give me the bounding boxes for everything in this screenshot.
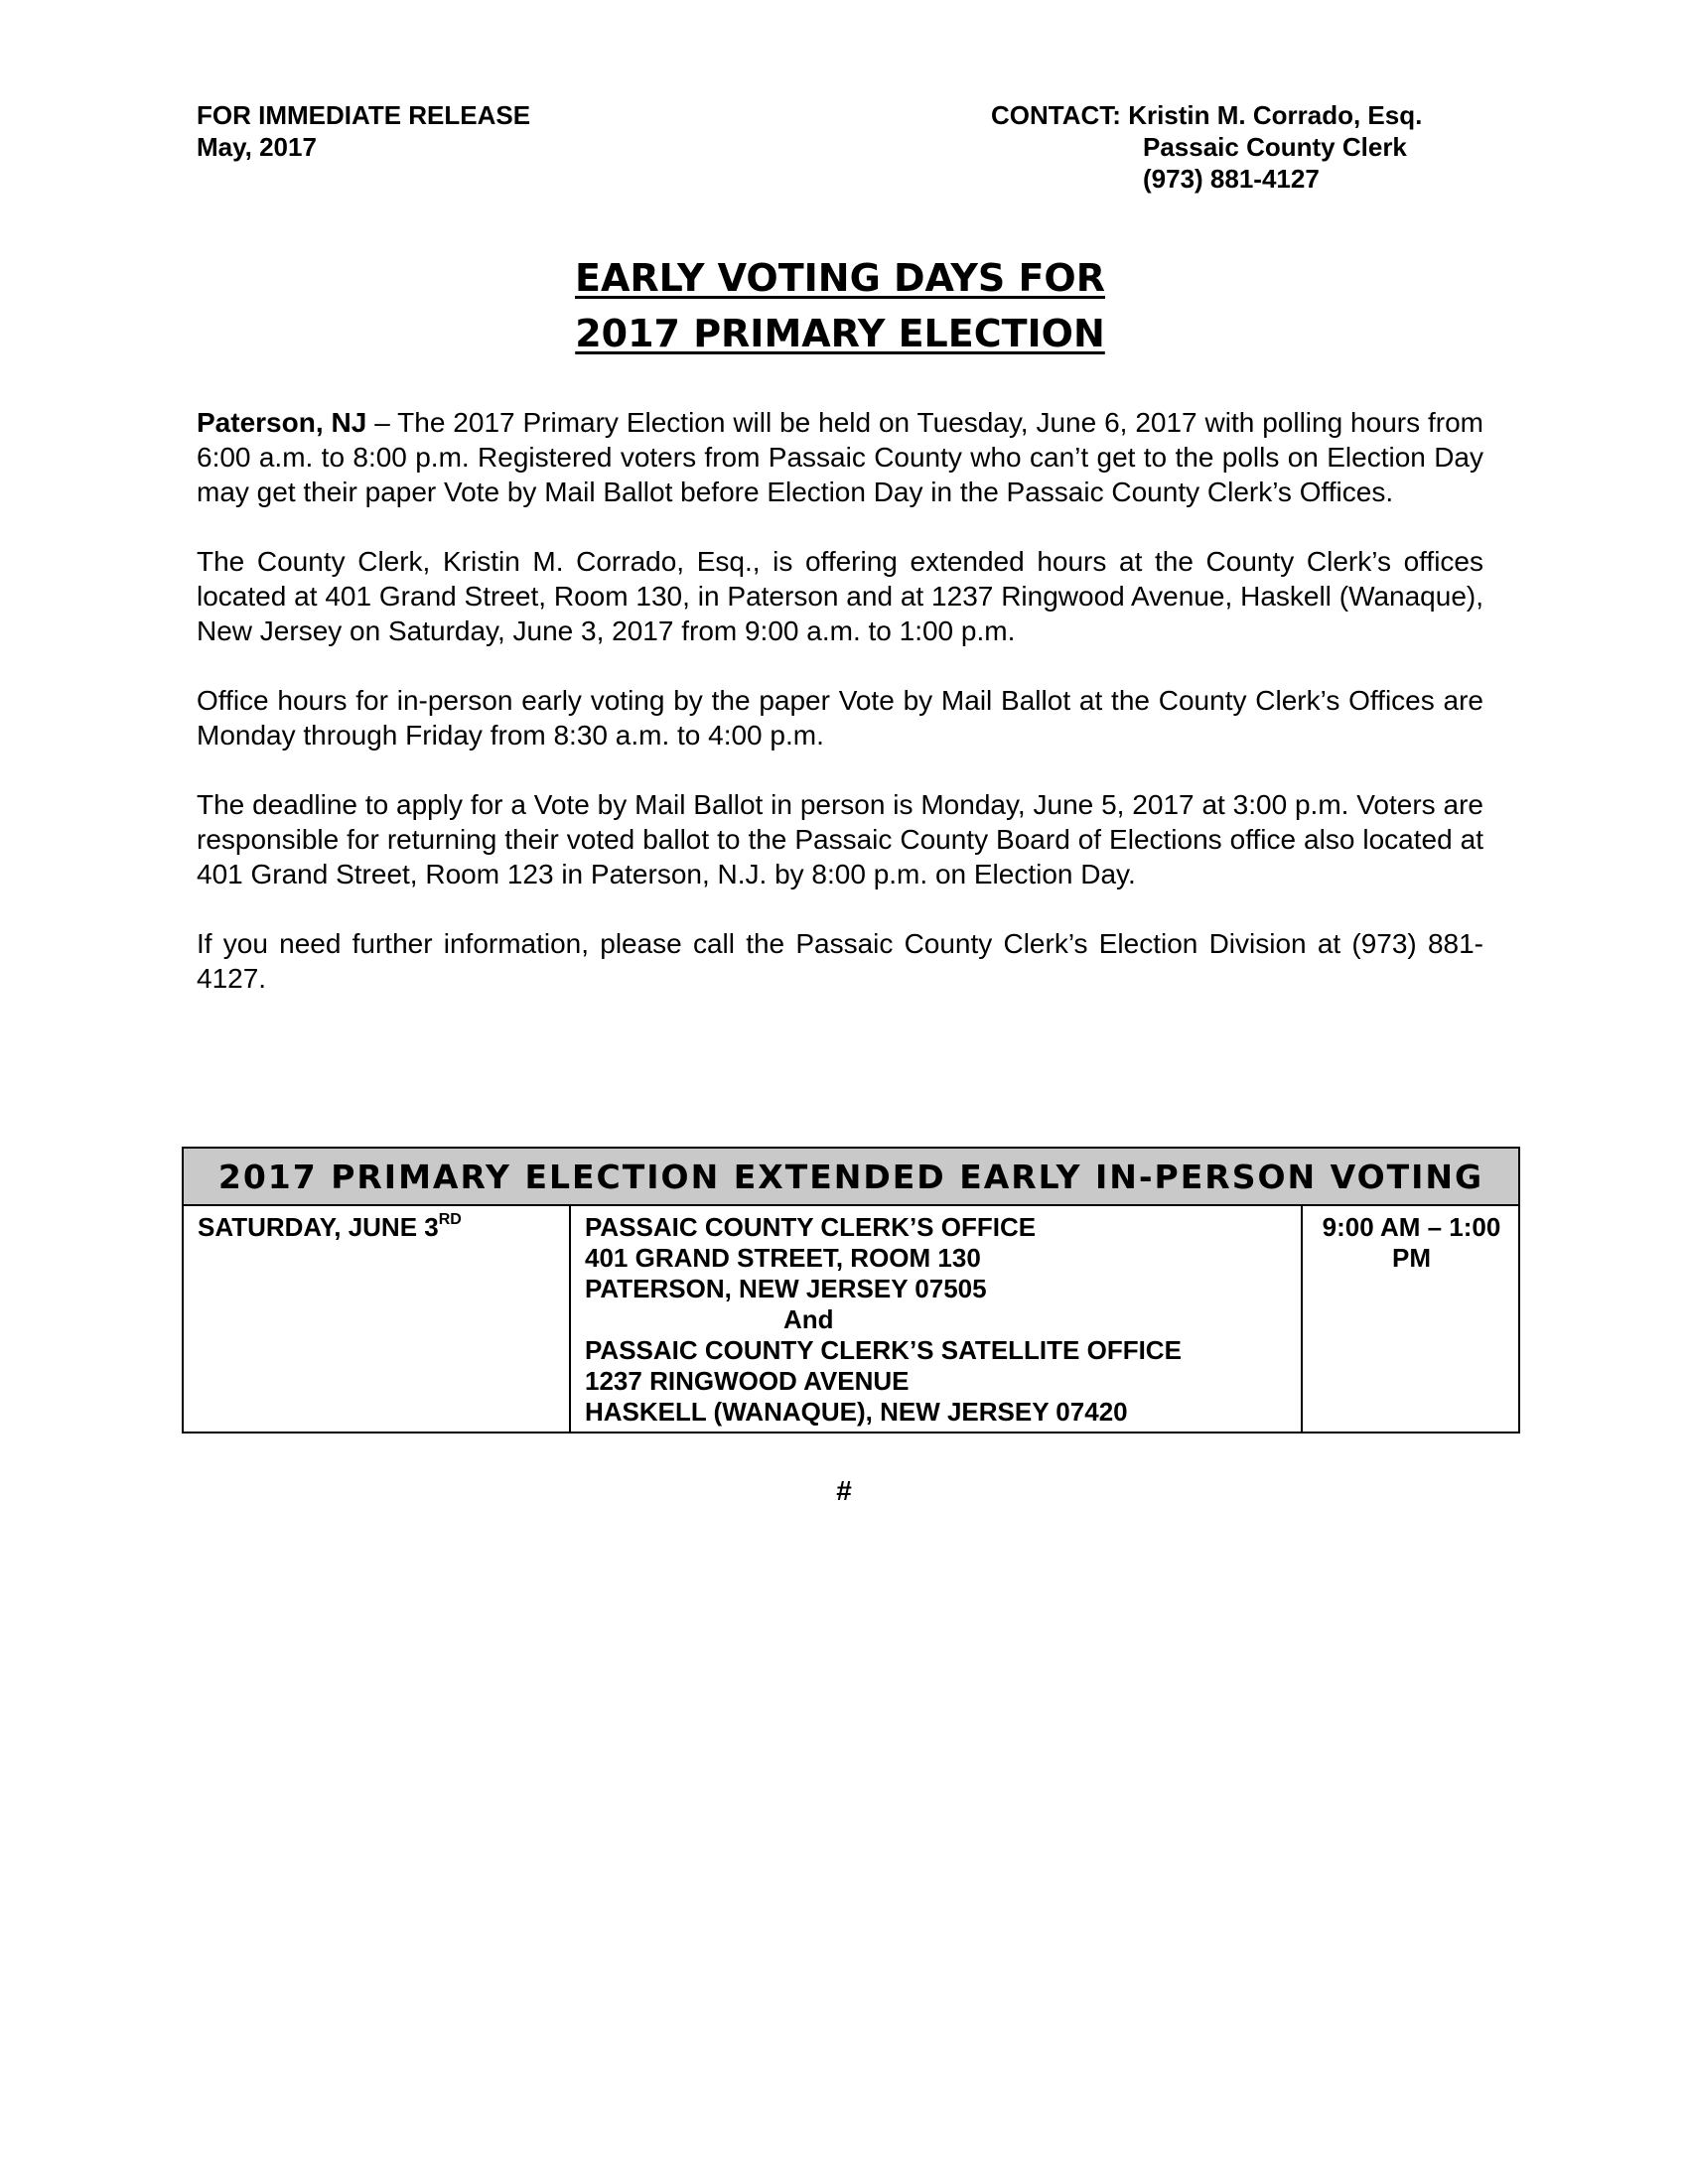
contact-label: CONTACT:: [991, 100, 1121, 130]
contact-phone: (973) 881-4127: [1143, 164, 1320, 194]
table-heading: 2017 PRIMARY ELECTION EXTENDED EARLY IN-PERSON VOTING: [183, 1148, 1519, 1205]
location-line: 1237 RINGWOOD AVENUE: [585, 1366, 910, 1396]
paragraph-1: [197, 405, 1483, 509]
press-release-body: [197, 405, 1483, 1030]
contact-line: [991, 99, 1422, 131]
time-cell: [1302, 1205, 1519, 1433]
location-line: PASSAIC COUNTY CLERK’S SATELLITE OFFICE: [585, 1335, 1182, 1365]
voting-schedule-table: [182, 1147, 1520, 1433]
contact-block: [991, 99, 1422, 195]
date-cell: [183, 1205, 570, 1433]
paragraph-1-text: – The 2017 Primary Election will be held on Tuesday, June 6, 2017 with polling hours from 6:00 a.m. to 8:00 p.m. Registered voters from Passaic County who can’t get to the polls on Election Day may get their paper Vote by Mail Ballot before Election Day in the Passaic County Clerk’s Offices.: [197, 407, 1483, 507]
location-conjunction: And: [783, 1304, 834, 1334]
dateline: Paterson, NJ: [197, 407, 367, 438]
location-cell: [570, 1205, 1302, 1433]
location-line: 401 GRAND STREET, ROOM 130: [585, 1243, 981, 1273]
paragraph-5: If you need further information, please call the Passaic County Clerk’s Election Division at (973) 881-4127.: [197, 928, 1483, 994]
date-ordinal: RD: [438, 1211, 462, 1228]
release-label: FOR IMMEDIATE RELEASE: [197, 100, 531, 130]
location-line: PATERSON, NEW JERSEY 07505: [585, 1274, 987, 1303]
contact-name: Kristin M. Corrado, Esq.: [1128, 100, 1423, 130]
paragraph-4: The deadline to apply for a Vote by Mail Ballot in person is Monday, June 5, 2017 at 3:00 p.m. Voters are responsible for returning their voted ballot to the Passaic County Board of Elections office also located at 401 Grand Street, Room 123 in Paterson, N.J. by 8:00 p.m. on Election Day.: [197, 789, 1483, 889]
table-row: [183, 1205, 1519, 1433]
paragraph-3: Office hours for in-person early voting by the paper Vote by Mail Ballot at the County Clerk’s Offices are Monday through Friday from 8:30 a.m. to 4:00 p.m.: [197, 685, 1483, 751]
release-date: May, 2017: [197, 132, 317, 162]
location-line: PASSAIC COUNTY CLERK’S OFFICE: [585, 1212, 1037, 1242]
title-line-2: 2017 PRIMARY ELECTION: [575, 312, 1105, 355]
release-header: [197, 99, 530, 163]
location-line: HASKELL (WANAQUE), NEW JERSEY 07420: [585, 1397, 1128, 1427]
end-mark: #: [836, 1475, 852, 1506]
title-line-1: EARLY VOTING DAYS FOR: [575, 256, 1105, 300]
document-title: [197, 250, 1483, 361]
voting-hours: 9:00 AM – 1:00 PM: [1322, 1212, 1501, 1273]
contact-title: Passaic County Clerk: [1143, 132, 1407, 162]
voting-date: SATURDAY, JUNE 3: [198, 1212, 439, 1242]
paragraph-2: The County Clerk, Kristin M. Corrado, Esq., is offering extended hours at the County Clerk’s offices located at 401 Grand Street, Room 130, in Paterson and at 1237 Ringwood Avenue, Haskell (Wanaque), New Jersey on Saturday, June 3, 2017 from 9:00 a.m. to 1:00 p.m.: [197, 546, 1483, 646]
